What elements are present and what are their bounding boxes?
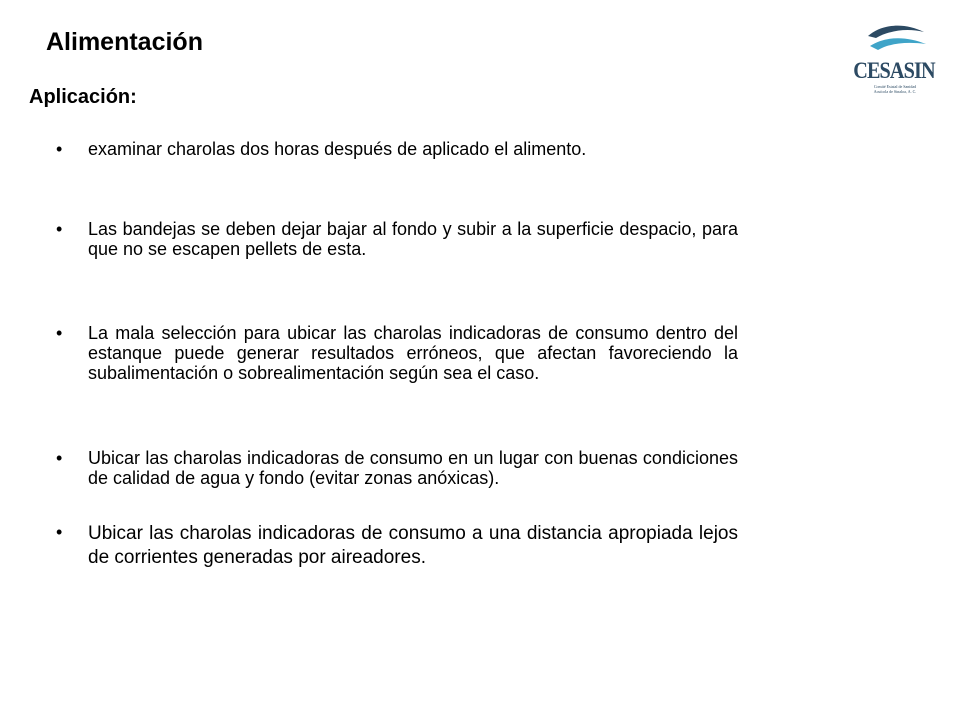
- bullet-text: La mala selección para ubicar las charolas indicadoras de consumo dentro del estanque puede generar resultados erróneos, que afectan favoreciendo la subalimentación o sobrealimentación según sea el caso.: [88, 323, 738, 383]
- bullet-text: Las bandejas se deben dejar bajar al fondo y subir a la superficie despacio, para que no se escapen pellets de esta.: [88, 219, 738, 259]
- logo-wave-light: [870, 38, 926, 50]
- logo-name: CESASIN: [853, 58, 935, 83]
- bullet-marker: •: [56, 139, 63, 159]
- bullet-marker: •: [56, 323, 63, 343]
- cesasin-logo: [846, 22, 942, 102]
- slide-title: Alimentación: [46, 28, 203, 56]
- wave-icon: [846, 22, 942, 62]
- bullet-text: Ubicar las charolas indicadoras de consumo a una distancia apropiada lejos de corrientes generadas por aireadores.: [88, 523, 738, 568]
- bullet-text: Ubicar las charolas indicadoras de consumo en un lugar con buenas condiciones de calidad de agua y fondo (evitar zonas anóxicas).: [88, 448, 738, 488]
- bullet-text: examinar charolas dos horas después de aplicado el alimento.: [88, 139, 587, 159]
- bullet-marker: •: [56, 219, 63, 239]
- logo-subtitle-line1: Comité Estatal de Sanidad: [873, 84, 917, 89]
- bullet-marker: •: [56, 522, 63, 542]
- logo-wave-dark: [868, 26, 924, 38]
- section-heading: Aplicación:: [29, 86, 137, 108]
- bullet-marker: •: [56, 448, 63, 468]
- logo-subtitle-line2: Acuícola de Sinaloa, A. C.: [873, 89, 917, 94]
